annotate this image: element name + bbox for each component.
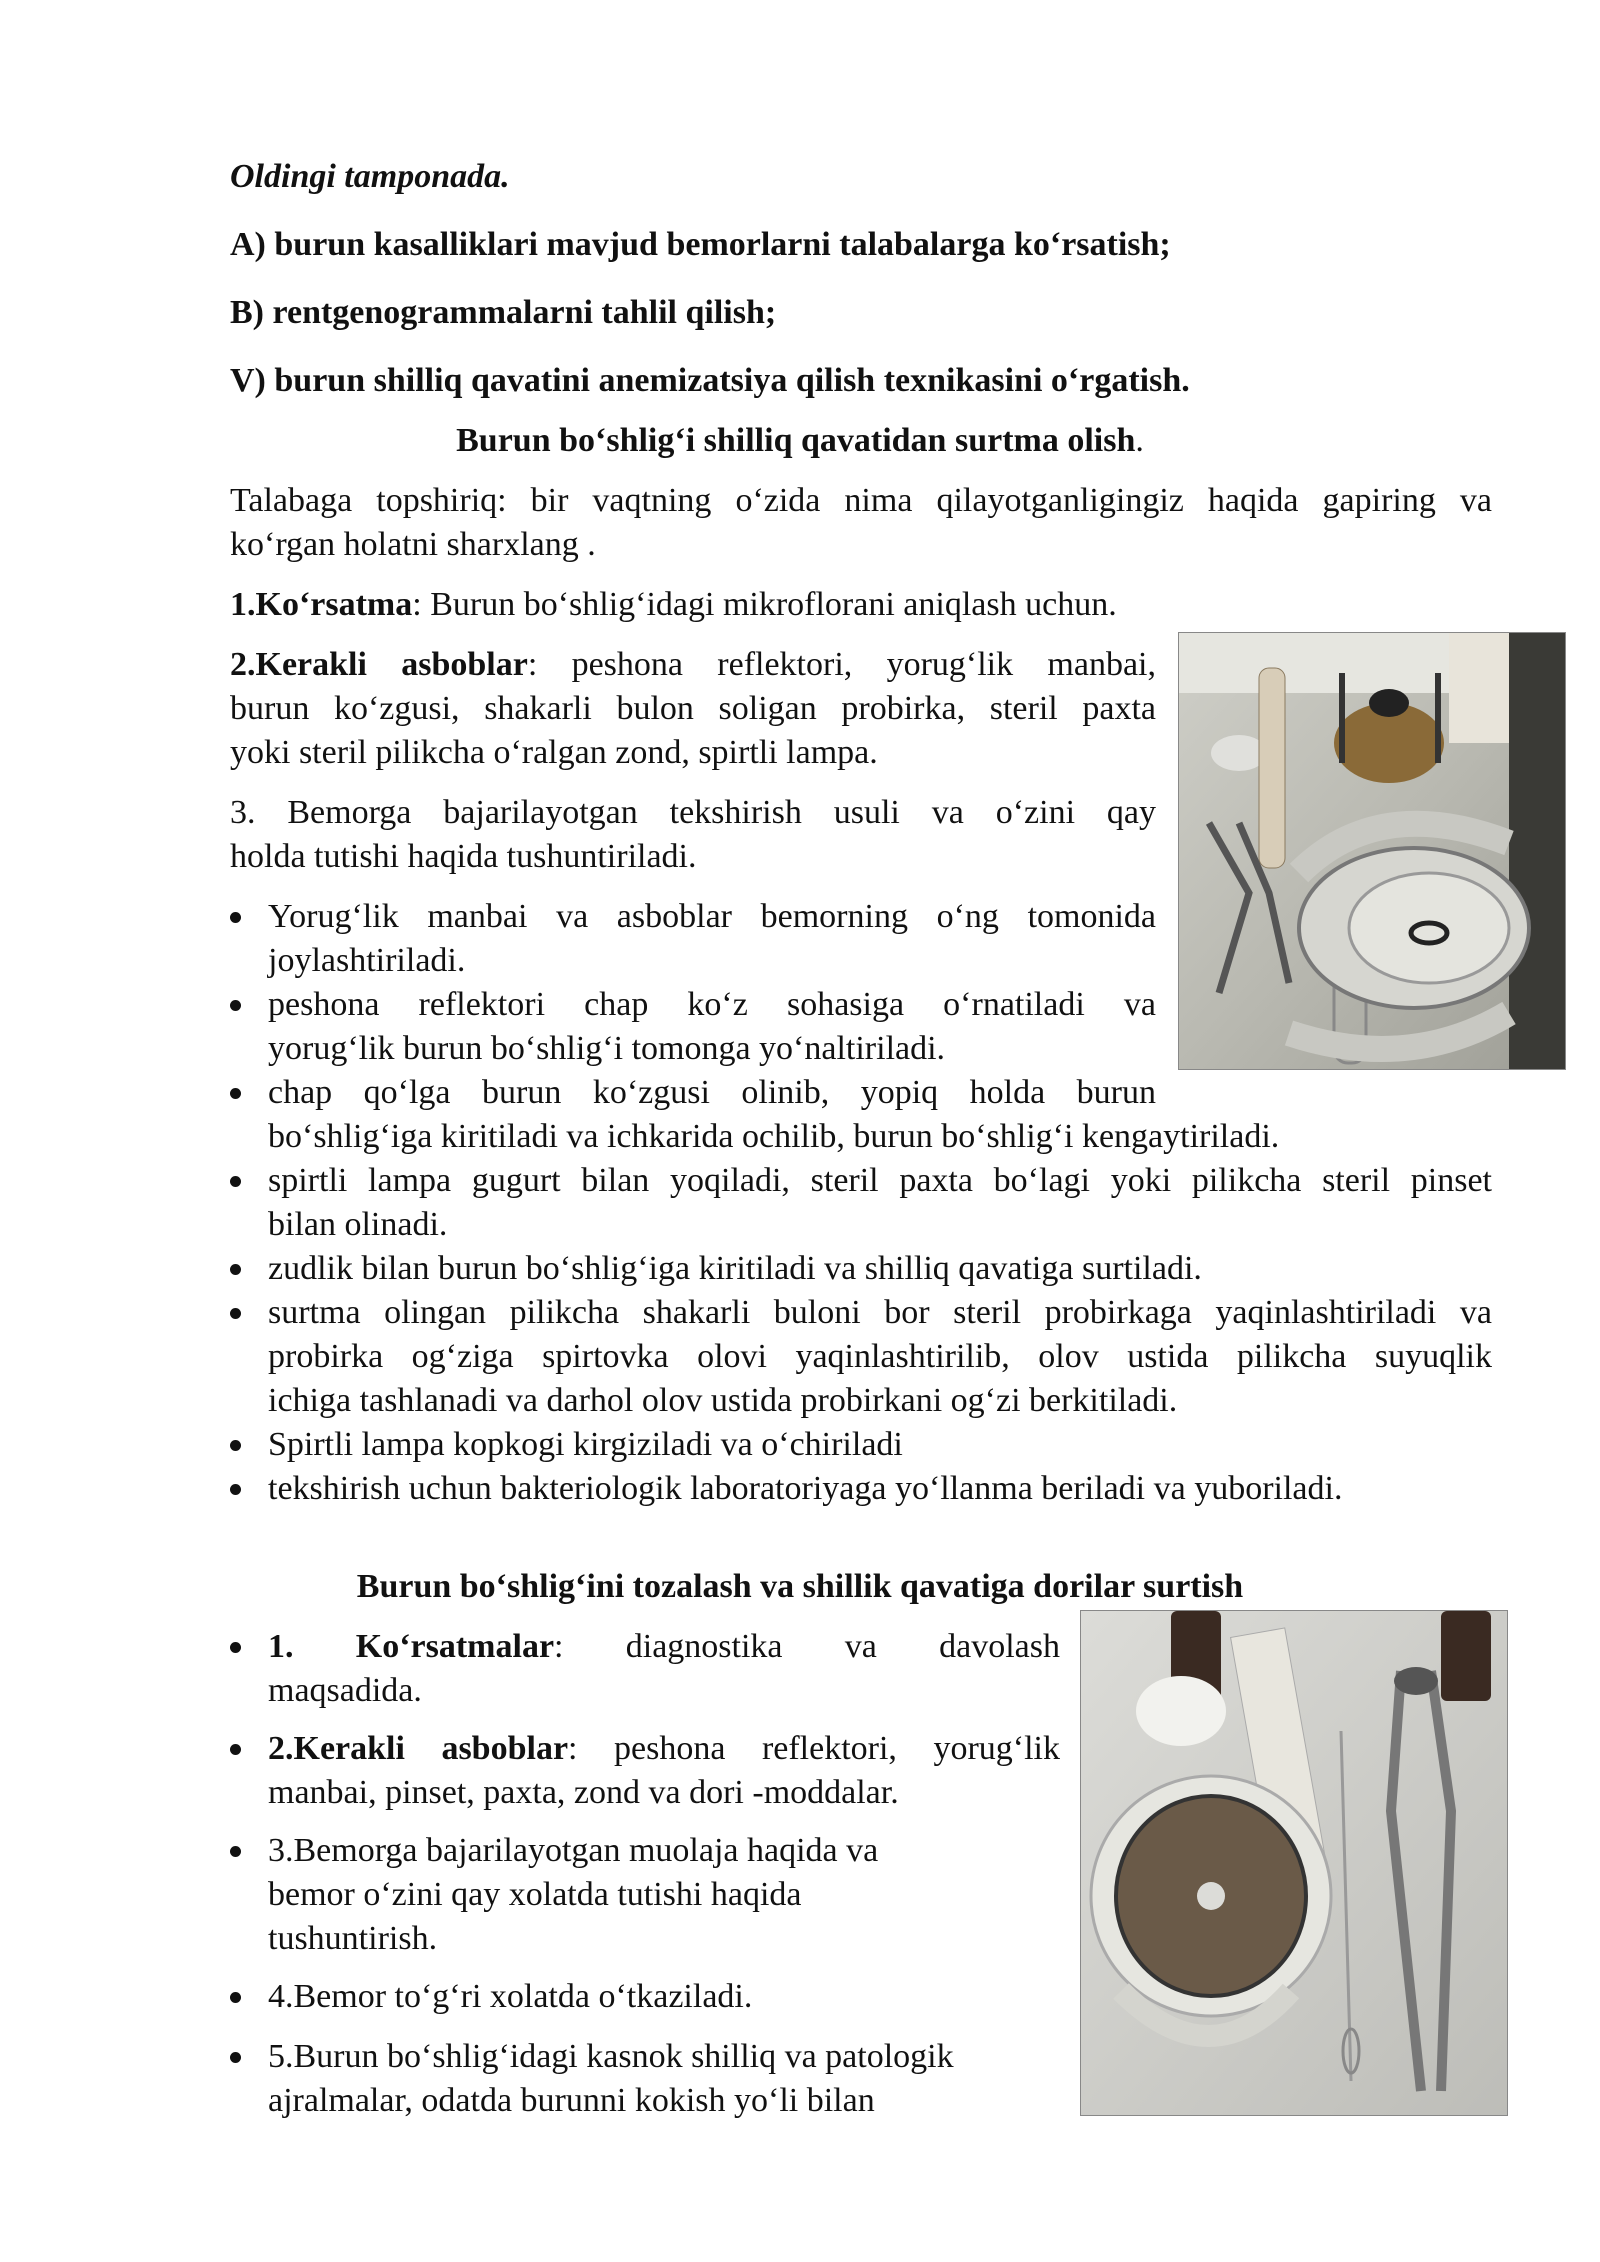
explain-line-2: holda tutishi haqida tushuntiriladi. (230, 838, 697, 875)
bullet-icon (230, 1440, 241, 1451)
bullet-icon (230, 2052, 241, 2063)
instruments-photo (1178, 632, 1566, 1070)
bullet-icon (230, 1992, 241, 2003)
bullet-icon (230, 1308, 241, 1319)
task-line-2: ko‘rgan holatni sharxlang . (230, 526, 596, 563)
bullet-icon (230, 1000, 241, 1011)
instruments-photo-drawing (1081, 1611, 1507, 2115)
task-line-1: Talabaga topshiriq: bir vaqtning o‘zida nima qilayotganligingiz haqida gapiring va (230, 482, 1492, 519)
bullet-icon (230, 1484, 241, 1495)
bullet-icon (230, 1744, 241, 1755)
section-title-surtma: Burun bo‘shlig‘i shilliq qavatidan surtma olish. (456, 422, 1144, 459)
instruments-photo (1080, 1610, 1508, 2116)
tools-line-1: 2.Kerakli asboblar: peshona reflektori, yorug‘lik manbai, (230, 646, 1156, 683)
section-title-tozalash: Burun bo‘shlig‘ini tozalash va shillik qavatiga dorilar surtish (356, 1568, 1244, 1605)
bullet-icon (230, 1264, 241, 1275)
tools-line-2: burun ko‘zgusi, shakarli bulon soligan probirka, steril paxta (230, 690, 1156, 727)
heading-oldingi-tamponada: Oldingi tamponada. (230, 158, 510, 195)
bullet-icon (230, 1088, 241, 1099)
explain-line-1: 3. Bemorga bajarilayotgan tekshirish usuli va o‘zini qay (230, 794, 1156, 831)
bullet-icon (230, 912, 241, 923)
indication-line: 1.Ko‘rsatma: Burun bo‘shlig‘idagi mikroflorani aniqlash uchun. (230, 586, 1117, 623)
instruments-photo-drawing (1179, 633, 1565, 1069)
item-v: V) burun shilliq qavatini anemizatsiya qilish texnikasini o‘rgatish. (230, 362, 1190, 399)
item-b: B) rentgenogrammalarni tahlil qilish; (230, 294, 777, 331)
bullet-icon (230, 1642, 241, 1653)
tools-line-3: yoki steril pilikcha o‘ralgan zond, spirtli lampa. (230, 734, 878, 771)
item-a: A) burun kasalliklari mavjud bemorlarni talabalarga ko‘rsatish; (230, 226, 1171, 263)
bullet-icon (230, 1846, 241, 1857)
bullet-icon (230, 1176, 241, 1187)
document-page: Oldingi tamponada. A) burun kasalliklari mavjud bemorlarni talabalarga ko‘rsatish; B) rentgenogrammalarni tahlil qilish; V) burun shilliq qavatini anemizatsiya qilish texnikasini o‘rgatish. Burun bo‘shlig‘i shilliq qavatidan surtma olish. Talabaga topshiriq: bir vaqtning o‘zida nima qilayotganligingiz haqida gapiring va ko‘rgan holatni sharxlang . 1.Ko‘rsatma: Burun bo‘shlig‘idagi mikroflorani aniqlash uchun. 2.Kerakli asboblar: peshona reflektori, yorug‘lik manbai, burun ko‘zgusi, shakarli bulon soligan probirka, steril paxta yoki steril pilikcha o‘ralgan zond, spirtli lampa. 3. Bemorga bajarilayotgan tekshirish usuli va o‘zini qay holda tutishi haqida tushuntiriladi. Yorug‘lik manbai va asboblar bemorning o‘ng tomonida joylashtiriladi. peshona reflektori chap ko‘z sohasiga o‘rnatiladi va yorug‘lik burun bo‘shlig‘i tomonga yo‘naltiriladi. chap qo‘lga burun ko‘zgusi olinib, yopiq holda burun bo‘shlig‘iga kiritiladi va ichkarida ochilib, burun bo‘shlig‘i kengaytiriladi. spirtli lampa gugurt bilan yoqiladi, steril paxta bo‘lagi yoki pilikcha steril pinset bilan olinadi. zudlik bilan burun bo‘shlig‘iga kiritiladi va shilliq qavatiga surtiladi. surtma olingan pilikcha shakarli buloni bor steril probirkaga yaqinlashtiriladi va probirka og‘ziga spirtovka olovi yaqinlashtirilib, olov ustida pilikcha suyuqlik ichiga tashlanadi va darhol olov ustida probirkani og‘zi berkitiladi. Spirtli lampa kopkogi kirgiziladi va o‘chiriladi tekshirish uchun bakteriologik laboratoriyaga yo‘llanma beriladi va yuboriladi. Burun bo‘shlig‘ini tozalash va shillik qavatiga dorilar surtish 1. Ko‘rsatmalar: diagnostika va davolash maqsadida. 2.Kerakli asboblar: peshona reflektori, yorug‘lik manbai, pinset, paxta, zond va dori -moddalar. 3.Bemorga bajarilayotgan muolaja haqida va bemor o‘zini qay xolatda tutishi haqida tushuntirish. 4.Bemor to‘g‘ri xolatda o‘tkaziladi. 5.Burun bo‘shlig‘idagi kasnok shilliq va patologik ajralmalar, odatda burunni kokish yo‘li bilan (0, 0, 1600, 2262)
